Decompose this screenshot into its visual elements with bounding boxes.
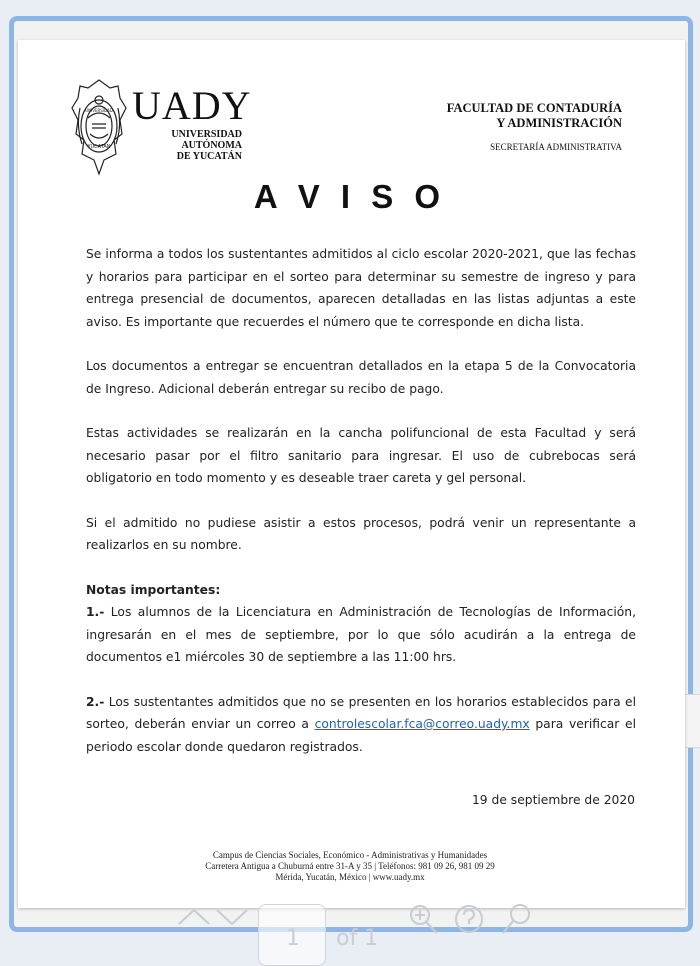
- note-number: 2.-: [86, 694, 105, 709]
- paragraph: Los documentos a entregar se encuentran detallados en la etapa 5 de la Convocatoria de Ingreso. Adicional deberán entregar su recibo de pago.: [86, 359, 636, 396]
- faculty-name: [447, 101, 622, 131]
- current-page: 1: [286, 926, 300, 951]
- university-name: [158, 129, 242, 162]
- faculty-name-line: Y ADMINISTRACIÓN: [496, 116, 622, 130]
- notice-date: 19 de septiembre de 2020: [471, 793, 635, 807]
- paragraph: Si el admitido no pudiese asistir a estos procesos, podrá venir un representante a realizarlos en su nombre.: [86, 515, 636, 552]
- page-count: of 1: [336, 926, 379, 951]
- note-text: Los sustentantes admitidos que no se presenten en los horarios establecidos para el sorteo, deberán enviar un correo a: [86, 694, 636, 731]
- page-footer: [0, 850, 700, 883]
- notice-body: [86, 243, 636, 780]
- viewer-side-tab[interactable]: [683, 694, 700, 748]
- university-name-line: DE YUCATÁN: [176, 151, 242, 162]
- footer-line: Campus de Ciencias Sociales, Económico - Administrativas y Humanidades: [212, 850, 488, 860]
- paragraph: Se informa a todos los sustentantes admitidos al ciclo escolar 2020-2021, que las fechas y horarios para participar en el sorteo para determinar su semestre de ingreso y para entrega presencial de documentos, aparecen detalladas en las listas adjuntas a este aviso. Es importante que recuerdes el número que te corresponde en dicha lista.: [86, 247, 636, 329]
- search-icon[interactable]: [500, 902, 534, 936]
- chevron-down-icon[interactable]: [214, 906, 250, 928]
- note-1: [86, 601, 636, 669]
- svg-text:YUCATAN: YUCATAN: [87, 144, 111, 150]
- university-name-line: UNIVERSIDAD: [171, 129, 242, 140]
- note-text: para verificar el periodo escolar donde quedaron registrados.: [86, 717, 636, 754]
- footer-line: Mérida, Yucatán, México | www.uady.mx: [275, 872, 425, 882]
- brand-wordmark: UADY: [132, 83, 252, 128]
- notice-title: A V I S O: [253, 178, 447, 215]
- email-link[interactable]: controlescolar.fca@correo.uady.mx: [314, 717, 530, 731]
- zoom-in-icon[interactable]: [406, 902, 440, 936]
- chevron-up-icon[interactable]: [176, 906, 212, 928]
- note-number: 1.-: [86, 605, 105, 619]
- note-text: Los alumnos de la Licenciatura en Administración de Tecnologías de Información, ingresarán en el mes de septiembre, por lo que sólo acudirán a la entrega de documentos e1 miércoles 30 de septiembre a las 11:00 hrs.: [86, 605, 636, 664]
- university-name-line: AUTÓNOMA: [181, 140, 242, 151]
- faculty-name-line: FACULTAD DE CONTADURÍA: [446, 101, 622, 115]
- help-icon[interactable]: [452, 902, 486, 936]
- note-2: [86, 691, 636, 759]
- paragraph: Estas actividades se realizarán en la cancha polifuncional de esta Facultad y será necesario pasar por el filtro sanitario para ingresar. El uso de cubrebocas será obligatorio en todo momento y es deseable traer careta y gel personal.: [86, 426, 636, 485]
- notes-heading: Notas importantes:: [86, 582, 221, 597]
- footer-line: Carretera Antigua a Chuburná entre 31-A y 35 | Teléfonos: 981 09 26, 981 09 29: [205, 861, 495, 871]
- department-name: SECRETARÍA ADMINISTRATIVA: [490, 142, 622, 152]
- svg-text:UNIVERSIDAD: UNIVERSIDAD: [85, 108, 113, 113]
- uady-seal-logo: [70, 78, 128, 176]
